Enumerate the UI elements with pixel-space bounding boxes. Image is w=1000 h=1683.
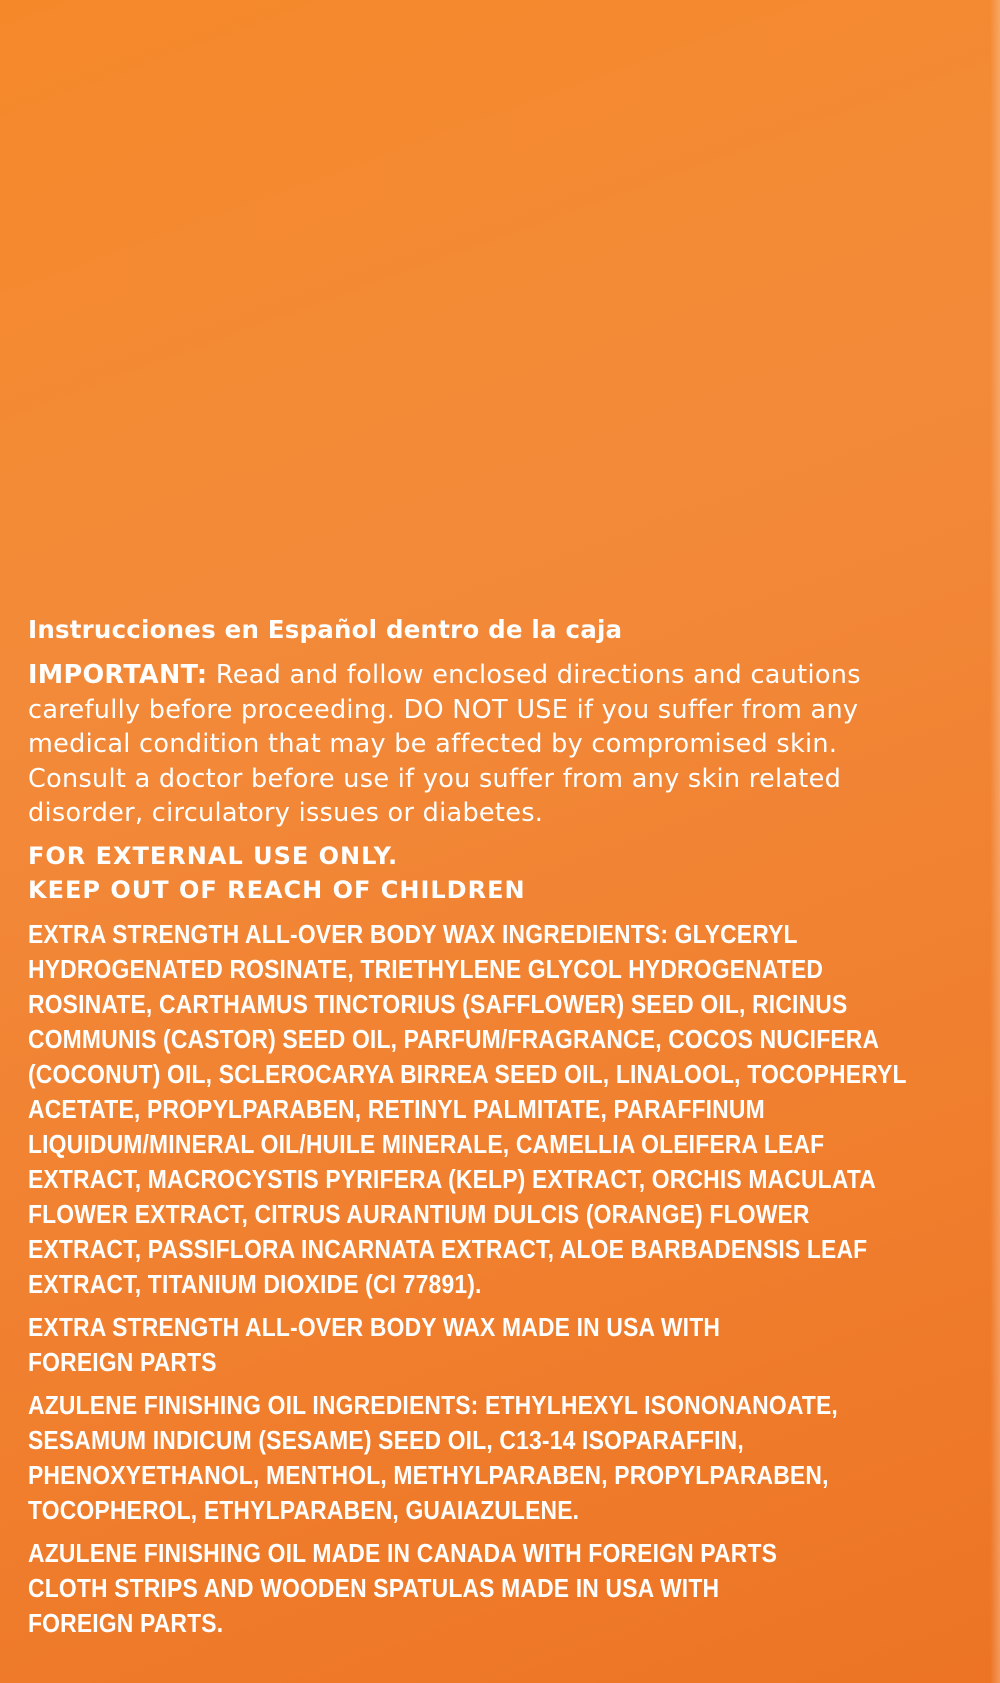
- ingredient-line: LIQUIDUM/MINERAL OIL/HUILE MINERALE, CAMELLIA OLEIFERA LEAF: [28, 1128, 825, 1159]
- ingredient-line: EXTRACT, MACROCYSTIS PYRIFERA (KELP) EXTRACT, ORCHIS MACULATA: [28, 1163, 876, 1194]
- origin-line: FOREIGN PARTS.: [28, 1607, 224, 1638]
- origin-line: CLOTH STRIPS AND WOODEN SPATULAS MADE IN USA WITH: [28, 1572, 720, 1603]
- ingredient-line: HYDROGENATED ROSINATE, TRIETHYLENE GLYCOL HYDROGENATED: [28, 953, 824, 984]
- children-warning: KEEP OUT OF REACH OF CHILDREN: [28, 875, 526, 904]
- wax-ingredients: [28, 917, 978, 1641]
- important-notice: [28, 658, 978, 831]
- box-edge-highlight: [990, 0, 1000, 1683]
- wax-origin-line: EXTRA STRENGTH ALL-OVER BODY WAX MADE IN USA WITH: [28, 1311, 721, 1342]
- ingredient-line: ROSINATE, CARTHAMUS TINCTORIUS (SAFFLOWER) SEED OIL, RICINUS: [28, 988, 848, 1019]
- oil-ingredient-line: AZULENE FINISHING OIL INGREDIENTS: ETHYLHEXYL ISONONANOATE,: [28, 1389, 838, 1420]
- warnings: [28, 839, 978, 907]
- important-line: disorder, circulatory issues or diabetes.: [28, 798, 544, 828]
- ingredient-line: EXTRACT, PASSIFLORA INCARNATA EXTRACT, ALOE BARBADENSIS LEAF: [28, 1233, 868, 1264]
- ingredient-line: (COCONUT) OIL, SCLEROCARYA BIRREA SEED OIL, LINALOOL, TOCOPHERYL: [28, 1058, 907, 1089]
- ingredient-line: FLOWER EXTRACT, CITRUS AURANTIUM DULCIS (ORANGE) FLOWER: [28, 1198, 810, 1229]
- ingredient-line: COMMUNIS (CASTOR) SEED OIL, PARFUM/FRAGRANCE, COCOS NUCIFERA: [28, 1023, 880, 1054]
- label-panel: [28, 612, 978, 1641]
- important-label: IMPORTANT:: [28, 660, 208, 690]
- external-use-warning: FOR EXTERNAL USE ONLY.: [28, 841, 399, 870]
- important-line: carefully before proceeding. DO NOT USE if you suffer from any: [28, 694, 859, 725]
- oil-ingredient-line: TOCOPHEROL, ETHYLPARABEN, GUAIAZULENE.: [28, 1494, 580, 1525]
- origin-line: AZULENE FINISHING OIL MADE IN CANADA WITH FOREIGN PARTS: [28, 1537, 778, 1568]
- ingredient-line: EXTRA STRENGTH ALL-OVER BODY WAX INGREDIENTS: GLYCERYL: [28, 918, 798, 949]
- oil-ingredient-line: PHENOXYETHANOL, MENTHOL, METHYLPARABEN, PROPYLPARABEN,: [28, 1459, 829, 1490]
- wax-origin-line: FOREIGN PARTS: [28, 1346, 217, 1377]
- important-line: medical condition that may be affected by compromised skin.: [28, 729, 838, 759]
- ingredient-line: EXTRACT, TITANIUM DIOXIDE (CI 77891).: [28, 1268, 482, 1299]
- oil-ingredient-line: SESAMUM INDICUM (SESAME) SEED OIL, C13-14 ISOPARAFFIN,: [28, 1424, 744, 1455]
- spanish-instructions-note: Instrucciones en Español dentro de la caja: [28, 615, 623, 644]
- important-line: Consult a doctor before use if you suffer from any skin related: [28, 763, 842, 794]
- ingredient-line: ACETATE, PROPYLPARABEN, RETINYL PALMITATE, PARAFFINUM: [28, 1093, 765, 1124]
- important-line: Read and follow enclosed directions and cautions: [215, 660, 861, 690]
